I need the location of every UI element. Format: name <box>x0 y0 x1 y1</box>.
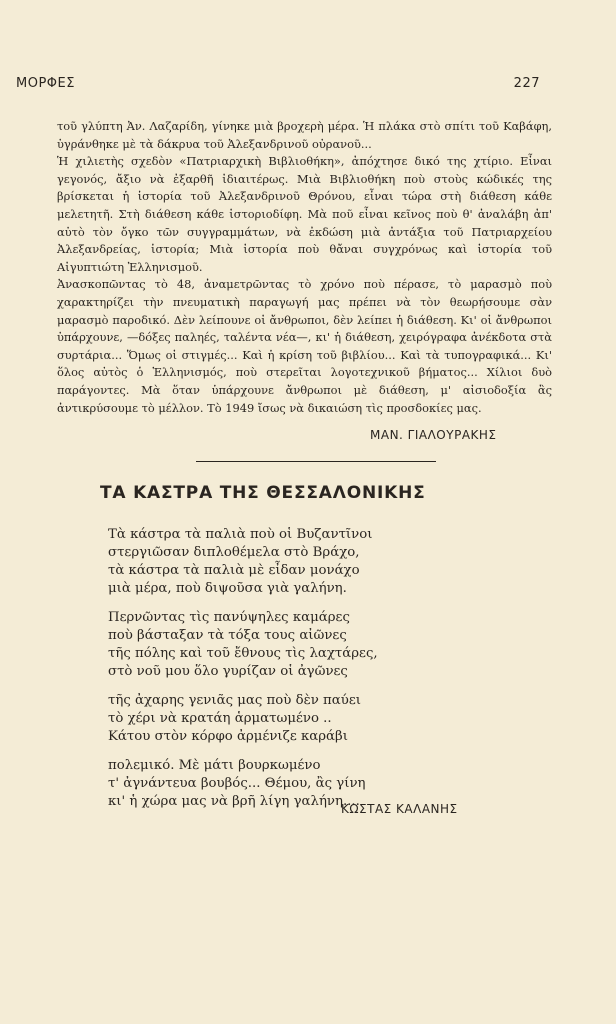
poem-line: πολεμικό. Μὲ μάτι βουρκωμένο <box>108 758 321 773</box>
poem-line: τῆς ἀχαρης γενιᾶς μας ποὺ δὲν παύει <box>108 693 361 708</box>
poem-line: τὰ κάστρα τὰ παλιὰ μὲ εἶδαν μονάχο <box>108 563 360 578</box>
poem-line: μιὰ μέρα, ποὺ διψοῦσα γιὰ γαλήνη. <box>108 581 347 596</box>
prose-paragraph: Ἡ χιλιετὴς σχεδὸν «Πατριαρχικὴ Βιβλιοθήκη», ἀπόχτησε δικό της χτίριο. Εἶναι γεγονός, ἄξιο νὰ ἐξαρθῆ ἰδιαιτέρως. Μιὰ Βιβλιοθήκη ποὺ στοὺς κώδικές της βρίσκεται ἡ ἱστορία τοῦ Ἀλεξανδρινοῦ Θρόνου, εἶναι τώρα στὴ διάθεση κάθε μελετητῆ. Στὴ διάθεση κάθε ἱστοριοδίφη. Μὰ ποῦ εἶναι κεῖνος ποὺ θ' ἀναλάβη ἀπ' αὐτὸ τὸν ὄγκο τῶν συγγραμμάτων, νὰ ἐκδώση μιὰ ἀντάξια τοῦ Πατριαρχείου Ἀλεξανδρείας, ἱστορία; Μιὰ ἱστορία ποὺ θἄναι συγχρόνως καὶ ἱστορία τοῦ Αἰγυπτιώτη Ἑλληνισμοῦ. <box>57 154 552 274</box>
page-header <box>16 76 540 91</box>
prose-paragraph: τοῦ γλύπτη Ἀν. Λαζαρίδη, γίνηκε μιὰ βροχερὴ μέρα. Ἡ πλάκα στὸ σπίτι τοῦ Καβάφη, ὑγράνθηκε μὲ τὰ δάκρυα τοῦ Ἀλεξανδρινοῦ οὐρανοῦ... <box>57 119 552 151</box>
prose-paragraph: Ἀνασκοπῶντας τὸ 48, ἀναμετρῶντας τὸ χρόνο ποὺ πέρασε, τὸ μαρασμὸ ποὺ χαρακτηρίζει τὴν πνευματικὴ παραγωγή μας πρέπει νὰ τὸν θεωρήσουμε σὰν μαρασμὸ παροδικό. Δὲν λείπουνε οἱ ἄνθρωποι, δὲν λείπει ἡ διάθεση. Κι' οἱ ἄνθρωποι ὑπάρχουνε, —δόξες παληές, ταλέντα νέα—, κι' ἡ διάθεση, χειρόγραφα ἀνέκδοτα στὰ συρτάρια... Ὅμως οἱ στιγμές... Καὶ ἡ κρίση τοῦ βιβλίου... Καὶ τὰ τυπογραφικά... Κι' ὅλος αὐτὸς ὁ Ἑλληνισμός, ποὺ στερεῖται λογοτεχνικοῦ βήματος... Χίλιοι δυὸ παράγοντες. Μὰ ὅταν ὑπάρχουνε ἄνθρωποι μὲ διάθεση, μ' αἰσιοδοξία ἂς ἀντικρύσουμε τὸ μέλλον. Τὸ 1949 ἴσως νὰ δικαιώση τὶς προσδοκίες μας. <box>57 277 552 415</box>
poem-line: κι' ἡ χώρα μας νὰ βρῆ λίγη γαλήνη.... <box>108 794 360 809</box>
poem-line: Τὰ κάστρα τὰ παλιὰ ποὺ οἱ Βυζαντῖνοι <box>108 527 373 542</box>
poem-line: τ' ἀγνάντευα βουβός... Θέμου, ἂς γίνη <box>108 776 366 791</box>
page-number: 227 <box>513 76 540 91</box>
poem-line: Κάτου στὸν κόρφο ἀρμένιζε καράβι <box>108 729 348 744</box>
poem-author-signature: ΚΩΣΤΑΣ ΚΑΛΑΝΗΣ <box>341 802 458 816</box>
poem-stanza <box>108 692 528 746</box>
poem-stanza <box>108 609 528 681</box>
poem-line: στὸ νοῦ μου ὅλο γυρίζαν οἱ ἀγῶνες <box>108 664 348 679</box>
section-divider <box>196 461 436 462</box>
poem-stanza <box>108 526 528 598</box>
poem-line: Περνῶντας τὶς πανύψηλες καμάρες <box>108 610 350 625</box>
prose-author-signature: ΜΑΝ. ΓΙΑΛΟΥΡΑΚΗΣ <box>370 428 497 442</box>
poem-title: ΤΑ ΚΑΣΤΡΑ ΤΗΣ ΘΕΣΣΑΛΟΝΙΚΗΣ <box>100 483 426 503</box>
poem-line: τῆς πόλης καὶ τοῦ ἔθνους τὶς λαχτάρες, <box>108 646 378 661</box>
poem-line: τὸ χέρι νὰ κρατάη ἁρματωμένο .. <box>108 711 332 726</box>
poem-stanza <box>108 757 528 811</box>
prose-section <box>57 118 552 417</box>
poem-line: ποὺ βάσταξαν τὰ τόξα τους αἰῶνες <box>108 628 347 643</box>
poem-line: στεργιῶσαν διπλοθέμελα στὸ Βράχο, <box>108 545 360 560</box>
journal-title: ΜΟΡΦΕΣ <box>16 76 75 91</box>
poem-body <box>108 526 528 822</box>
